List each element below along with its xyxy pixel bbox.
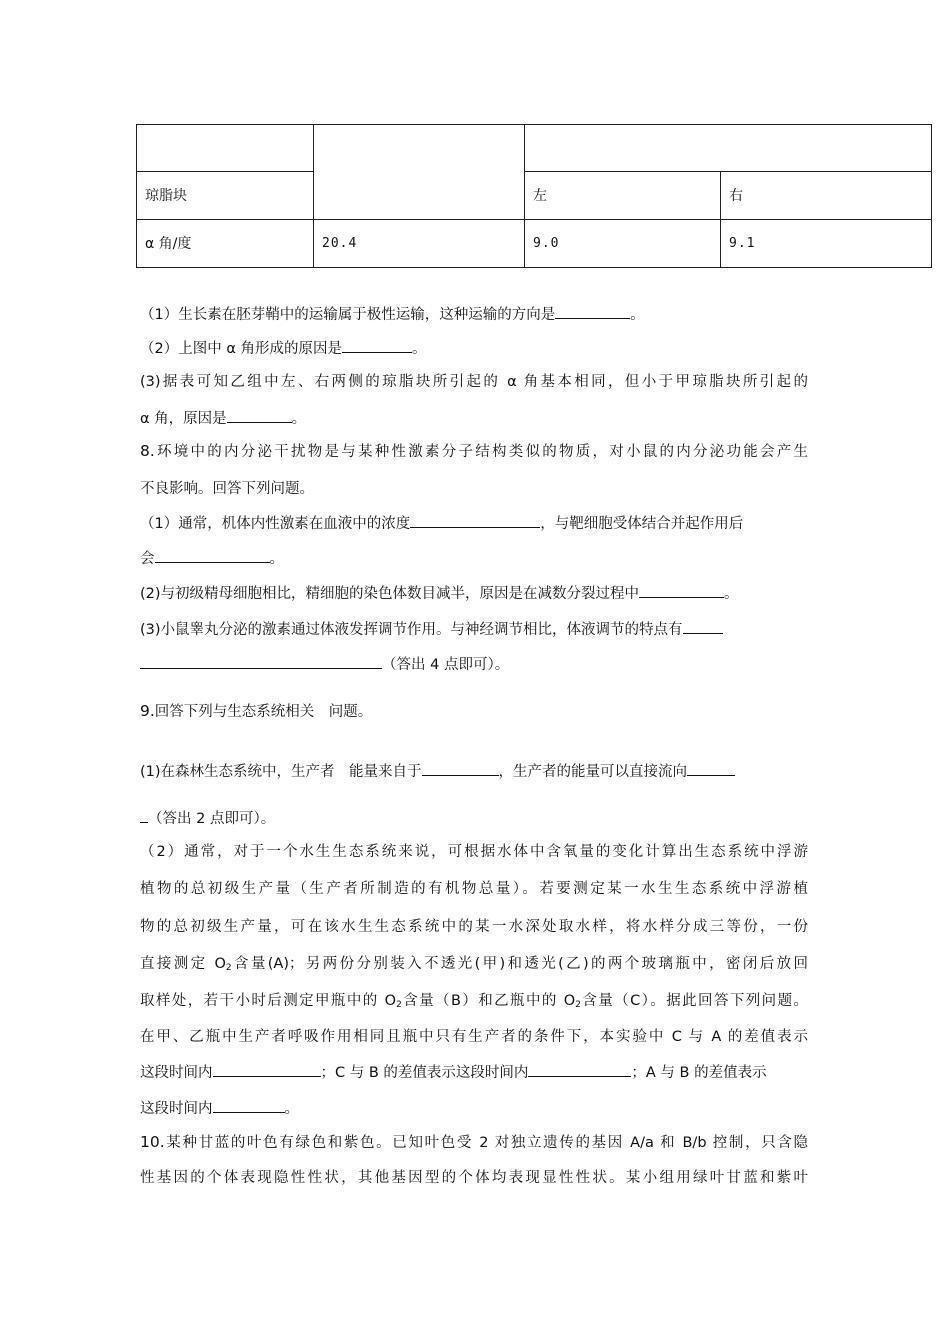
answer-blank: [555, 304, 630, 319]
answer-blank: [683, 619, 723, 634]
q8-sub3-line2: [140, 654, 509, 675]
text: 含量（B）和乙瓶中的 O: [401, 993, 576, 1009]
q7-sub3-line1: (3)据表可知乙组中左、右两侧的琼脂块所引起的 α 角基本相同，但小于甲琼脂块所引起的: [140, 374, 808, 390]
q8-sub3-line1: [140, 619, 723, 640]
value-jia: 20.4: [314, 220, 525, 268]
answer-blank: [410, 513, 540, 528]
answer-blank: [213, 1098, 285, 1113]
answer-blank: [213, 1062, 321, 1077]
text: （答出 4 点即可）。: [382, 657, 510, 673]
q8-sub2: [140, 583, 739, 604]
q8-sub1-line2: [140, 548, 284, 569]
table-cell-jia: [314, 125, 525, 220]
q8-sub1-line1: [140, 513, 743, 534]
table-header-row: [137, 125, 932, 172]
text: （1）通常，机体内性激素在血液中的浓度: [140, 516, 411, 532]
answer-blank: [687, 761, 735, 776]
text: 取样处，若干小时后测定甲瓶中的 O: [140, 993, 397, 1009]
experiment-table: [136, 124, 932, 268]
q9-sub2-line1: （2）通常，对于一个水生生态系统来说，可根据水体中含氧量的变化计算出生态系统中浮游: [140, 844, 808, 860]
question-number: 10.: [140, 1133, 165, 1151]
table-cell: [137, 125, 314, 172]
value-left: 9.0: [525, 220, 721, 268]
text: 某种甘蓝的叶色有绿色和紫色。已知叶色受 2 对独立遗传的基因 A/a 和 B/b 控制，只含隐: [164, 1135, 808, 1151]
q9-sub1-line2: [140, 808, 275, 829]
table-row-block: [137, 172, 932, 220]
text: （答出 2 点即可）。: [148, 811, 276, 827]
text: 这段时间内: [140, 1101, 213, 1117]
col-right: 右: [721, 172, 932, 220]
q9-sub2-line2: 植物的总初级生产量（生产者所制造的有机物总量）。若要测定某一水生生态系统中浮游植: [140, 881, 808, 897]
q9-sub2-line3: 物的总初级生产量，可在该水生生态系统中的某一水深处取水样，将水样分成三等份，一份: [140, 919, 808, 935]
q9-sub2-line7: [140, 1062, 767, 1083]
text: 。: [724, 586, 739, 602]
text: （1）生长素在胚芽鞘中的运输属于极性运输，这种运输的方向是: [140, 307, 556, 323]
q10-line1: [140, 1132, 808, 1153]
text: 。: [284, 1101, 299, 1117]
answer-blank: [140, 808, 148, 823]
subscript: 2: [575, 1000, 581, 1010]
text: 。: [412, 341, 427, 357]
q9-sub2-line6: 在甲、乙瓶中生产者呼吸作用相同且瓶中只有生产者的条件下，本实验中 C 与 A 的差值表示: [140, 1029, 808, 1045]
value-right: 9.1: [721, 220, 932, 268]
answer-blank: [639, 583, 724, 598]
text: 会: [140, 551, 155, 567]
q9-intro: [140, 701, 372, 722]
text: ，生产者的能量可以直接流向: [498, 764, 688, 780]
text: (1)在森林生态系统中，生产者 能量来自于: [140, 764, 422, 780]
answer-blank: [155, 548, 270, 563]
text: ；A 与 B 的差值表示: [631, 1065, 767, 1081]
q8-intro-line2: 不良影响。回答下列问题。: [140, 481, 314, 497]
text: 环境中的内分泌干扰物是与某种性激素分子结构类似的物质，对小鼠的内分泌功能会产生: [154, 444, 808, 460]
text: (2)与初级精母细胞相比，精细胞的染色体数目减半，原因是在减数分裂过程中: [140, 586, 640, 602]
text: ，与靶细胞受体结合并起作用后: [540, 516, 744, 532]
text: ；C 与 B 的差值表示这段时间内: [320, 1065, 529, 1081]
subscript: 2: [396, 1000, 402, 1010]
q9-sub1-line1: [140, 761, 735, 782]
subscript: 2: [225, 963, 232, 973]
answer-blank: [528, 1062, 631, 1077]
table-row-angle: [137, 220, 932, 268]
question-number: 9.: [140, 702, 155, 720]
text: 含量（C）。据此回答下列问题。: [580, 993, 808, 1009]
row-label-block: 琼脂块: [137, 172, 314, 220]
q8-intro-line1: [140, 441, 808, 462]
text: 直接测定 O: [140, 956, 226, 972]
question-number: 8.: [140, 442, 155, 460]
text: 这段时间内: [140, 1065, 213, 1081]
text: (3)小鼠睾丸分泌的激素通过体液发挥调节作用。与神经调节相比，体液调节的特点有: [140, 622, 683, 638]
table-cell-yi: [525, 125, 932, 172]
text: 含量(A)；另两份分别装入不透光(甲)和透光(乙)的两个玻璃瓶中，密闭后放回: [231, 956, 808, 972]
row-label-angle: α 角/度: [137, 220, 314, 268]
answer-blank: [422, 761, 499, 776]
text: 。: [291, 411, 307, 427]
text: 。: [630, 307, 645, 323]
q9-sub2-line8: [140, 1098, 299, 1119]
answer-blank: [227, 408, 292, 423]
q9-sub2-line5: [140, 991, 808, 1015]
q7-sub2: [140, 338, 427, 359]
text: 回答下列与生态系统相关 问题。: [154, 704, 373, 720]
text: α 角，原因是: [140, 411, 227, 427]
q9-sub2-line4: [140, 954, 808, 978]
q7-sub3-line2: [140, 408, 306, 429]
answer-blank: [140, 654, 382, 669]
text: （2）上图中 α 角形成的原因是: [140, 341, 343, 357]
text: 。: [269, 551, 284, 567]
answer-blank: [342, 338, 412, 353]
q10-line2: 性基因的个体表现隐性性状，其他基因型的个体均表现显性性状。某小组用绿叶甘蓝和紫叶: [140, 1170, 808, 1186]
col-left: 左: [525, 172, 721, 220]
q7-sub1: [140, 304, 645, 325]
